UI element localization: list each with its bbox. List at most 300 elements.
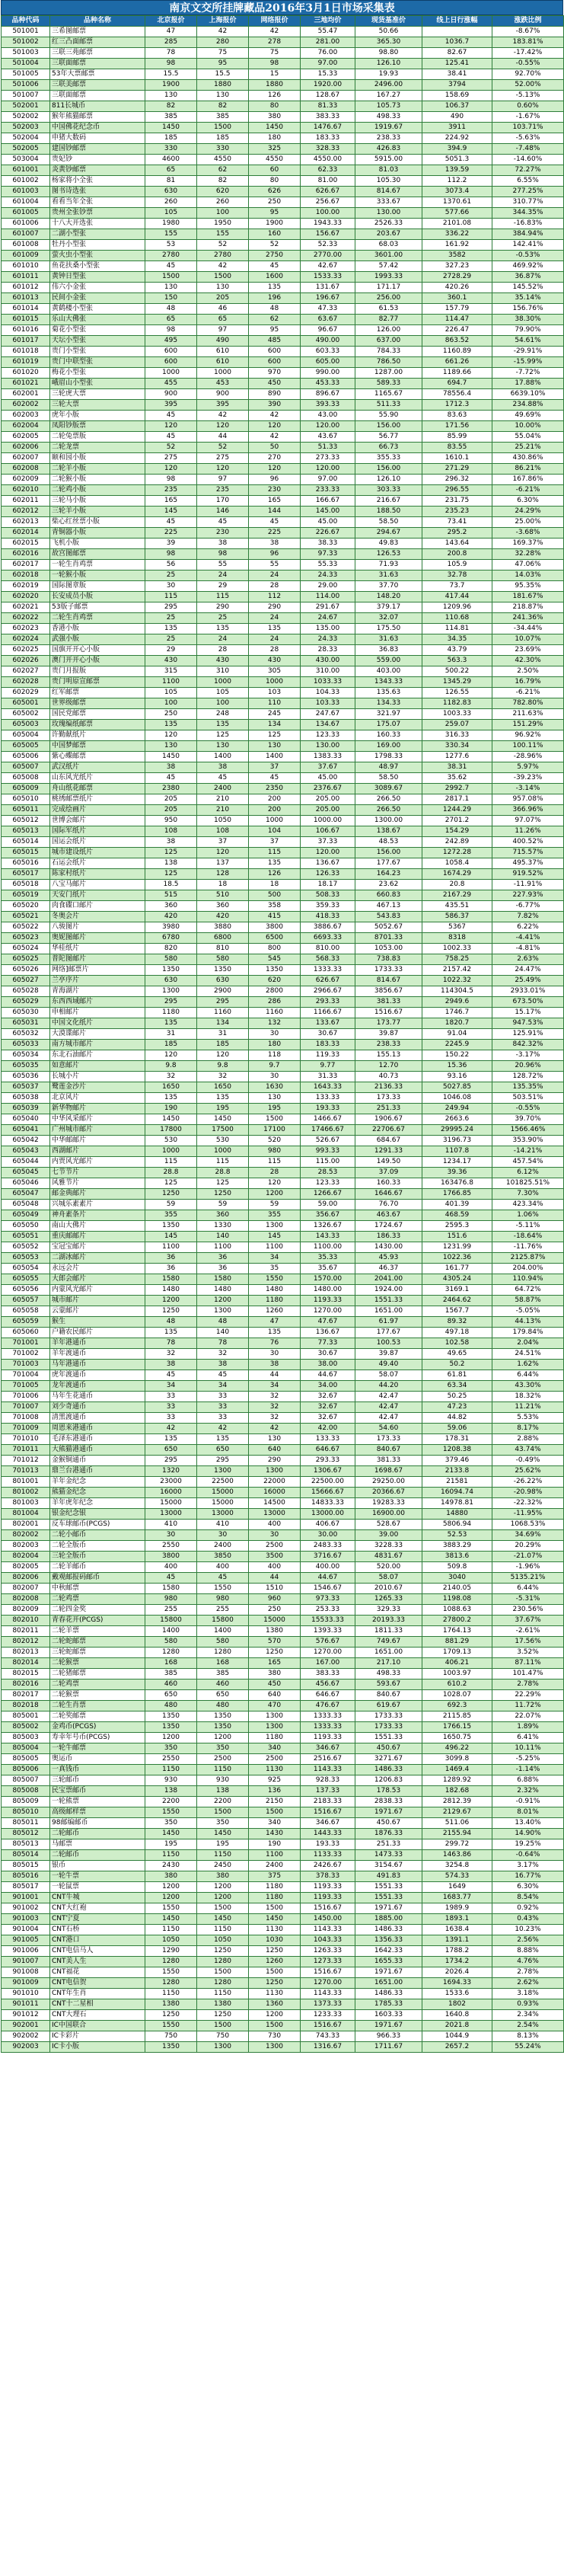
cell-code: 901002 [2,1903,50,1914]
cell-change-ratio: 54.61% [492,336,564,347]
cell-online: 545 [249,954,301,965]
cell-beijing: 78 [145,48,197,59]
cell-shanghai: 15800 [197,1616,249,1626]
table-row [2,368,564,379]
cell-online: 1100 [249,1850,301,1861]
cell-online-close: 577.66 [422,208,492,219]
cell-name: 八骏图片 [50,922,145,933]
cell-shanghai: 1480 [197,1285,249,1296]
cell-base-price: 1287.00 [355,368,422,379]
cell-name: 世界级邮票 [50,698,145,709]
cell-base-price: 1785.33 [355,1999,422,2010]
cell-shanghai: 1250 [197,1946,249,1957]
cell-code: 601005 [2,208,50,219]
cell-online: 358 [249,901,301,912]
cell-online: 278 [249,37,301,48]
table-row [2,1893,564,1903]
cell-change-ratio: -6.21% [492,688,564,698]
cell-online: 1200 [249,1189,301,1200]
cell-beijing: 330 [145,144,197,155]
cell-beijing: 580 [145,1637,197,1648]
cell-online-close: 3196.73 [422,1136,492,1146]
cell-code: 602006 [2,443,50,453]
cell-online-close: 2021.8 [422,2021,492,2031]
cell-online: 135 [249,858,301,869]
cell-name: 杨家将小全张 [50,176,145,187]
cell-name: 二轮羊票 [50,1626,145,1637]
cell-code: 601009 [2,251,50,261]
cell-change-ratio: -1.67% [492,112,564,123]
cell-online-close: 61.81 [422,1370,492,1381]
cell-online: 47 [249,1317,301,1328]
cell-base-price: 173.33 [355,1434,422,1445]
cell-code: 701008 [2,1413,50,1424]
cell-beijing: 30 [145,581,197,592]
cell-base-price: 58.50 [355,517,422,528]
cell-name: 武强小版 [50,634,145,645]
cell-shanghai: 1500 [197,2021,249,2031]
cell-base-price: 42.47 [355,1413,422,1424]
cell-online-close: 3099.8 [422,1754,492,1765]
cell-shanghai: 32 [197,1072,249,1082]
header-name: 品种名称 [50,16,145,27]
cell-average: 47.33 [301,304,355,315]
cell-online: 450 [249,1680,301,1690]
cell-base-price: 44.20 [355,1381,422,1392]
cell-beijing: 145 [145,507,197,517]
cell-code: 701004 [2,1370,50,1381]
cell-change-ratio: -1.96% [492,1562,564,1573]
cell-average: 9.77 [301,1061,355,1072]
cell-code: 901010 [2,1989,50,1999]
table-row [2,1605,564,1616]
cell-online-close: 1766.15 [422,1722,492,1733]
cell-shanghai: 1350 [197,1711,249,1722]
cell-average: 476.67 [301,1701,355,1711]
cell-online-close: 3073.4 [422,187,492,197]
table-row [2,997,564,1008]
cell-beijing: 15000 [145,1498,197,1509]
cell-online-close: 82.67 [422,48,492,59]
cell-online: 30 [249,1349,301,1360]
cell-code: 602022 [2,613,50,624]
cell-online: 2400 [249,1861,301,1871]
cell-code: 605052 [2,1242,50,1253]
cell-online: 38 [249,539,301,549]
cell-online: 225 [249,528,301,539]
cell-change-ratio: -0.53% [492,251,564,261]
cell-beijing: 56 [145,560,197,570]
cell-shanghai: 45 [197,517,249,528]
cell-online: 115 [249,848,301,858]
table-row [2,1242,564,1253]
cell-average: 1266.67 [301,1189,355,1200]
cell-online-close: 151.6 [422,1232,492,1242]
cell-shanghai: 44 [197,432,249,443]
cell-change-ratio: -0.55% [492,59,564,69]
cell-average: 1316.67 [301,2042,355,2053]
cell-shanghai: 580 [197,954,249,965]
cell-average: 1166.67 [301,1008,355,1018]
cell-online-close: 50.25 [422,1392,492,1402]
cell-online-close: 5027.85 [422,1082,492,1093]
cell-code: 801001 [2,1477,50,1488]
cell-average: 4550.00 [301,155,355,165]
cell-online: 13000 [249,1509,301,1520]
cell-base-price: 61.53 [355,304,422,315]
cell-online: 620 [249,976,301,986]
table-row [2,1882,564,1893]
cell-beijing: 135 [145,1018,197,1029]
cell-beijing: 17800 [145,1125,197,1136]
cell-online-close: 586.37 [422,912,492,922]
cell-average: 196.67 [301,293,355,304]
cell-name: 东西西域邮片 [50,997,145,1008]
cell-online: 970 [249,368,301,379]
cell-name: 内蒙风光邮片 [50,1285,145,1296]
cell-average: 130.00 [301,741,355,752]
cell-change-ratio: -4.81% [492,944,564,954]
table-row [2,1701,564,1711]
cell-name: 龙年渡通币 [50,1381,145,1392]
cell-online: 42 [249,27,301,37]
cell-beijing: 1280 [145,1957,197,1967]
table-row [2,976,564,986]
cell-base-price: 2526.33 [355,219,422,229]
cell-shanghai: 1300 [197,1306,249,1317]
cell-shanghai: 185 [197,133,249,144]
cell-name: 西湖邮片 [50,1146,145,1157]
cell-average: 896.67 [301,389,355,400]
table-row [2,794,564,805]
cell-beijing: 650 [145,1445,197,1456]
cell-beijing: 1180 [145,1008,197,1018]
cell-average: 167.00 [301,1658,355,1669]
cell-beijing: 1580 [145,1584,197,1594]
cell-online: 375 [249,1871,301,1882]
cell-shanghai: 1450 [197,1914,249,1925]
cell-online: 165 [249,1658,301,1669]
cell-code: 602016 [2,549,50,560]
cell-online-close: 490 [422,112,492,123]
cell-beijing: 395 [145,400,197,411]
cell-beijing: 3800 [145,1552,197,1562]
cell-change-ratio: 25.62% [492,1466,564,1477]
cell-beijing: 190 [145,1104,197,1114]
cell-online: 37 [249,837,301,848]
cell-beijing: 168 [145,1658,197,1669]
cell-online-close: 38.41 [422,69,492,80]
cell-online: 15 [249,69,301,80]
cell-name: 中国梦邮票 [50,741,145,752]
cell-code: 601012 [2,283,50,293]
cell-online-close: 106.37 [422,101,492,112]
cell-code: 605002 [2,709,50,720]
cell-online-close: 50.2 [422,1360,492,1370]
cell-online: 42 [249,1424,301,1434]
cell-average: 453.33 [301,379,355,389]
table-row [2,549,564,560]
cell-change-ratio: 6.41% [492,1733,564,1743]
cell-online-close: 27800.2 [422,1616,492,1626]
cell-shanghai: 1450 [197,1114,249,1125]
table-row [2,1967,564,1978]
cell-beijing: 430 [145,656,197,666]
table-row [2,1743,564,1754]
cell-base-price: 1971.67 [355,1967,422,1978]
cell-online: 136 [249,1786,301,1797]
cell-code: 901008 [2,1967,50,1978]
cell-average: 24.67 [301,613,355,624]
cell-code: 805009 [2,1797,50,1807]
cell-average: 45.00 [301,773,355,784]
cell-online: 125 [249,730,301,741]
cell-beijing: 1200 [145,1733,197,1743]
cell-name: 舟山纸花邮票 [50,784,145,794]
cell-beijing: 59 [145,1200,197,1210]
cell-average: 810.00 [301,944,355,954]
cell-online-close: 14880 [422,1509,492,1520]
cell-change-ratio: 11.72% [492,1701,564,1711]
cell-beijing: 1050 [145,1935,197,1946]
cell-change-ratio: 49.69% [492,411,564,421]
cell-name: 兴城乐素素片 [50,1200,145,1210]
cell-shanghai: 1150 [197,1925,249,1935]
table-row [2,1584,564,1594]
cell-beijing: 100 [145,698,197,709]
cell-change-ratio: 8.17% [492,1424,564,1434]
cell-beijing: 78 [145,1338,197,1349]
cell-name: IC卡小版 [50,2042,145,2053]
table-row [2,2031,564,2042]
cell-shanghai: 115 [197,592,249,602]
cell-beijing: 295 [145,1456,197,1466]
cell-online: 1500 [249,1967,301,1978]
cell-change-ratio: -5.31% [492,1594,564,1605]
cell-beijing: 410 [145,1520,197,1530]
cell-base-price: 1646.67 [355,1189,422,1200]
cell-change-ratio: 100.11% [492,741,564,752]
cell-average: 51.33 [301,443,355,453]
cell-code: 605010 [2,794,50,805]
cell-online-close: 296.32 [422,475,492,485]
cell-online: 42 [249,411,301,421]
cell-average: 1270.00 [301,1978,355,1989]
table-row [2,1317,564,1328]
cell-online: 1160 [249,1008,301,1018]
cell-base-price: 463.67 [355,1210,422,1221]
cell-change-ratio: 10.00% [492,421,564,432]
cell-beijing: 125 [145,1178,197,1189]
cell-beijing: 1350 [145,1221,197,1232]
cell-shanghai: 1500 [197,1807,249,1818]
cell-online: 35 [249,1264,301,1274]
cell-base-price: 56.77 [355,432,422,443]
cell-average: 114.00 [301,592,355,602]
cell-online-close: 1046.08 [422,1093,492,1104]
cell-shanghai: 34 [197,1381,249,1392]
cell-shanghai: 2900 [197,986,249,997]
cell-code: 805016 [2,1871,50,1882]
cell-change-ratio: 2.78% [492,1967,564,1978]
table-row [2,1562,564,1573]
cell-code: 605005 [2,741,50,752]
cell-code: 602002 [2,400,50,411]
cell-code: 805012 [2,1829,50,1839]
table-row [2,1786,564,1797]
cell-base-price: 39.87 [355,1029,422,1040]
table-row [2,357,564,368]
cell-shanghai: 1000 [197,368,249,379]
cell-base-price: 1486.33 [355,1989,422,1999]
cell-shanghai: 980 [197,1594,249,1605]
cell-change-ratio: 6.88% [492,1775,564,1786]
cell-change-ratio: 2933.01% [492,986,564,997]
cell-average: 136.67 [301,858,355,869]
cell-online-close: 1088.63 [422,1605,492,1616]
cell-change-ratio: 218.87% [492,602,564,613]
cell-shanghai: 1250 [197,1189,249,1200]
cell-average: 603.33 [301,347,355,357]
cell-name: 长城小片 [50,1072,145,1082]
cell-base-price: 171.17 [355,283,422,293]
cell-shanghai: 3850 [197,1552,249,1562]
cell-base-price: 2136.33 [355,1082,422,1093]
cell-code: 701003 [2,1360,50,1370]
cell-online: 3500 [249,1552,301,1562]
cell-name: 广州城市邮片 [50,1125,145,1136]
cell-code: 805008 [2,1786,50,1797]
cell-name: 一轮熊票 [50,1797,145,1807]
cell-online: 130 [249,1434,301,1445]
cell-shanghai: 42 [197,1424,249,1434]
cell-shanghai: 168 [197,1658,249,1669]
cell-beijing: 350 [145,1818,197,1829]
cell-base-price: 164.23 [355,869,422,880]
cell-online-close: 1198.08 [422,1594,492,1605]
table-row [2,240,564,251]
cell-name: 二轮全版币 [50,1541,145,1552]
cell-online: 470 [249,1701,301,1711]
table-row [2,720,564,730]
cell-base-price: 1993.33 [355,272,422,283]
cell-change-ratio: 38.30% [492,315,564,325]
cell-base-price: 251.33 [355,1839,422,1850]
cell-beijing: 455 [145,379,197,389]
table-row [2,1402,564,1413]
cell-online: 14500 [249,1498,301,1509]
cell-base-price: 82.77 [355,315,422,325]
cell-base-price: 543.83 [355,912,422,922]
cell-code: 701002 [2,1349,50,1360]
cell-name: 贵妃钞 [50,155,145,165]
cell-beijing: 260 [145,197,197,208]
cell-beijing: 205 [145,805,197,816]
cell-average: 430.00 [301,656,355,666]
cell-code: 602026 [2,656,50,666]
cell-name: 中国文化纸片 [50,1018,145,1029]
table-row [2,1733,564,1743]
table-row [2,1839,564,1850]
cell-shanghai: 97 [197,475,249,485]
cell-code: 605026 [2,965,50,976]
cell-average: 576.67 [301,1637,355,1648]
cell-change-ratio: 14.90% [492,1829,564,1839]
cell-online-close: 89.32 [422,1317,492,1328]
cell-shanghai: 210 [197,794,249,805]
cell-beijing: 108 [145,826,197,837]
cell-average: 1000.00 [301,816,355,826]
cell-shanghai: 453 [197,379,249,389]
cell-online: 50 [249,443,301,453]
cell-online: 9.7 [249,1061,301,1072]
cell-online-close: 1182.83 [422,698,492,709]
cell-online: 400 [249,1520,301,1530]
cell-change-ratio: 204.00% [492,1264,564,1274]
cell-beijing: 150 [145,293,197,304]
cell-change-ratio: -6.21% [492,485,564,496]
cell-name: 世博会邮片 [50,816,145,826]
cell-name: 羊年渡通币 [50,1349,145,1360]
cell-change-ratio: 25.49% [492,976,564,986]
table-row [2,1658,564,1669]
cell-average: 14833.33 [301,1498,355,1509]
cell-shanghai: 36 [197,1253,249,1264]
cell-name: 戴观邮报码邮币 [50,1573,145,1584]
cell-name: 凤阳钞版票 [50,421,145,432]
cell-online: 1880 [249,80,301,91]
cell-beijing: 53 [145,240,197,251]
cell-online: 195 [249,1104,301,1114]
cell-average: 1643.33 [301,1082,355,1093]
table-row [2,1285,564,1296]
cell-code: 605014 [2,837,50,848]
cell-online: 1350 [249,965,301,976]
cell-beijing: 32 [145,1349,197,1360]
table-row [2,1040,564,1050]
cell-base-price: 1798.33 [355,752,422,762]
cell-name: 猴生 [50,1317,145,1328]
cell-online-close: 110.68 [422,613,492,624]
cell-name: 户籍农民邮片 [50,1328,145,1338]
cell-change-ratio: 2.88% [492,1434,564,1445]
cell-beijing: 600 [145,357,197,368]
cell-code: 902002 [2,2031,50,2042]
cell-change-ratio: 230.56% [492,1605,564,1616]
table-row [2,1018,564,1029]
cell-base-price: 1651.00 [355,1978,422,1989]
table-row [2,954,564,965]
cell-beijing: 18.5 [145,880,197,890]
cell-base-price: 238.33 [355,1040,422,1050]
cell-beijing: 135 [145,1328,197,1338]
cell-average: 35.33 [301,1253,355,1264]
cell-change-ratio: -11.76% [492,1242,564,1253]
cell-average: 1546.67 [301,1584,355,1594]
cell-code: 605022 [2,922,50,933]
cell-name: 天安门纸片 [50,890,145,901]
cell-online-close: 1610.1 [422,453,492,464]
cell-online-close: 139.59 [422,165,492,176]
table-row [2,1669,564,1680]
cell-online: 200 [249,805,301,816]
cell-average: 1373.33 [301,1999,355,2010]
cell-change-ratio: -5.63% [492,133,564,144]
cell-average: 233.33 [301,485,355,496]
cell-beijing: 33 [145,1392,197,1402]
cell-online-close: 271.29 [422,464,492,475]
cell-code: 601021 [2,379,50,389]
